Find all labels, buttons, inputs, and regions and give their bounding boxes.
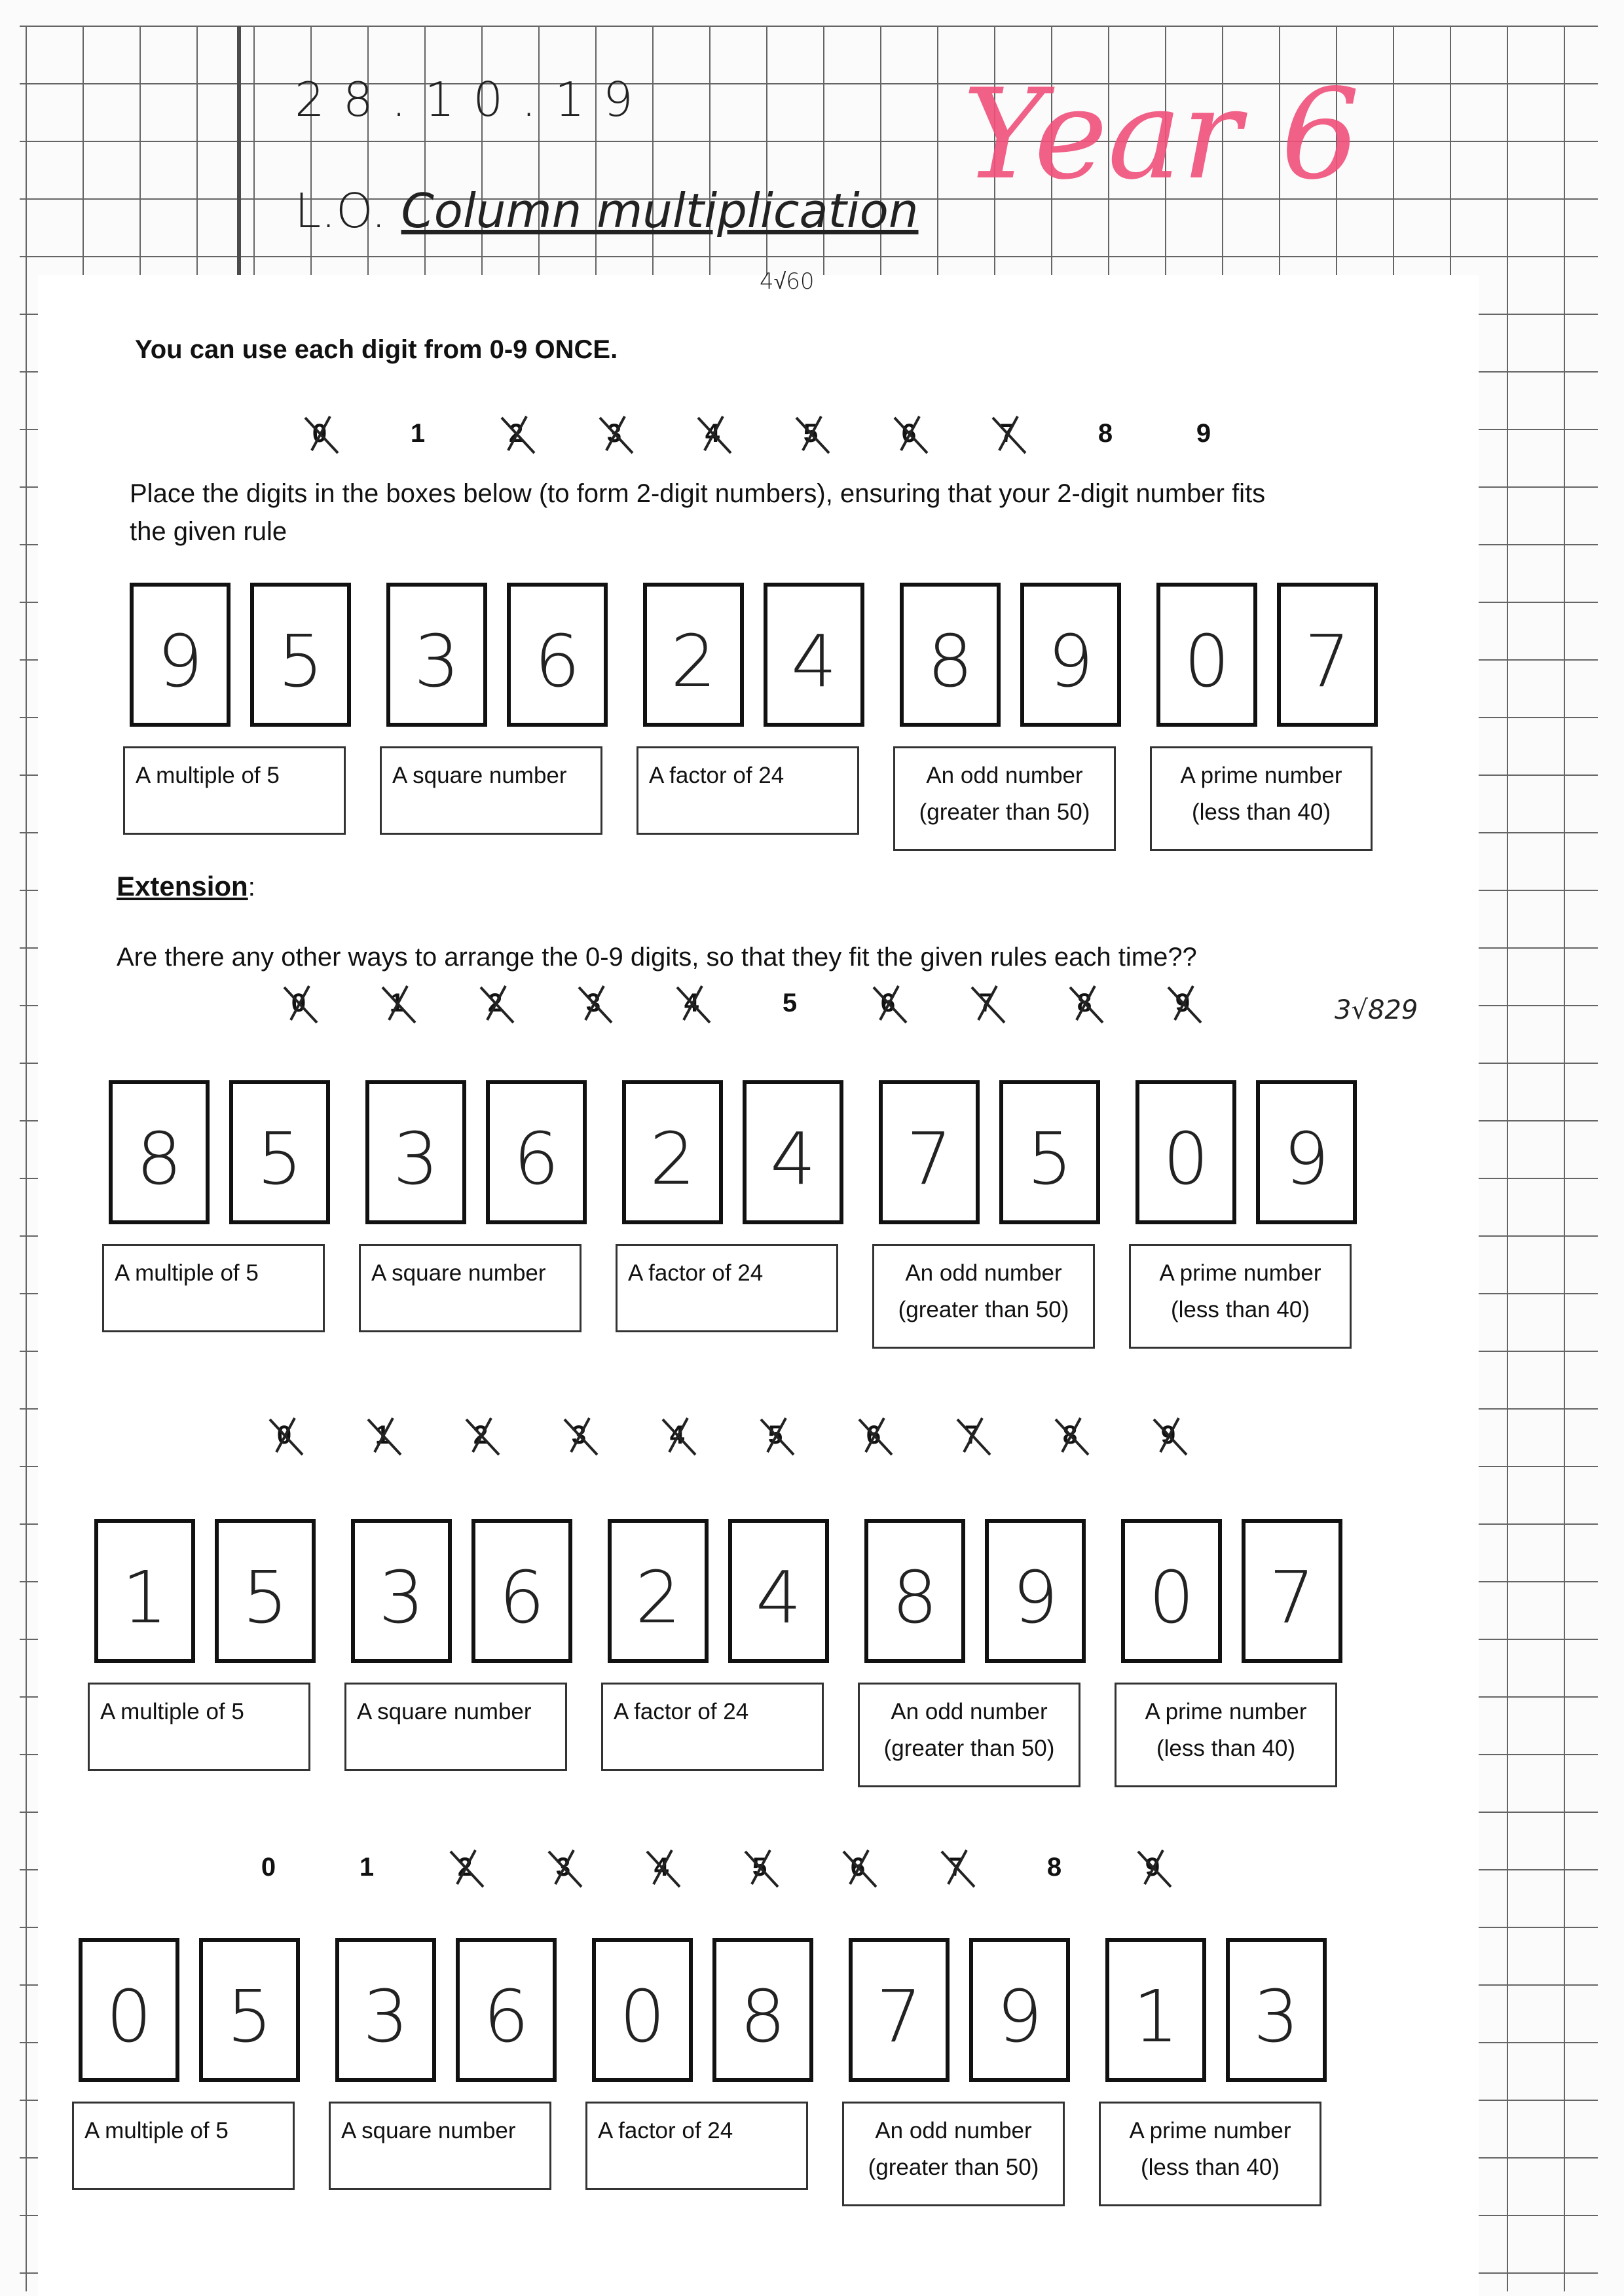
digit-label: 8 bbox=[1062, 1421, 1078, 1449]
digit-label: 9 bbox=[1196, 419, 1211, 448]
rule-label bbox=[893, 746, 1116, 851]
rule-condition: (less than 40) bbox=[1140, 2155, 1280, 2180]
rule-label bbox=[1099, 2102, 1321, 2206]
digit-box[interactable] bbox=[199, 1938, 300, 2082]
digit-label: 3 bbox=[555, 1853, 571, 1882]
handwritten-digit: 8 bbox=[136, 1117, 182, 1201]
digit-2 bbox=[490, 419, 542, 448]
handwritten-digit: 7 bbox=[906, 1117, 952, 1201]
handwritten-digit: 7 bbox=[1269, 1556, 1315, 1639]
digit-box[interactable] bbox=[849, 1938, 950, 2082]
digit-label: 7 bbox=[948, 1853, 964, 1882]
digit-label: 6 bbox=[850, 1853, 866, 1882]
cross-out-mark bbox=[474, 982, 520, 1028]
rule-label bbox=[88, 1683, 310, 1771]
digit-box[interactable] bbox=[712, 1938, 813, 2082]
handwritten-digit: 6 bbox=[534, 619, 580, 703]
digit-2 bbox=[454, 1421, 507, 1450]
handwritten-digit: 4 bbox=[756, 1556, 802, 1639]
extension-margin-calculation: 3√829 bbox=[1335, 995, 1418, 1025]
handwritten-digit: 5 bbox=[257, 1117, 303, 1201]
rule-text: A prime number bbox=[1129, 2118, 1291, 2143]
digit-4 bbox=[665, 989, 718, 1018]
digit-label: 2 bbox=[508, 419, 524, 448]
handwritten-digit: 2 bbox=[671, 619, 716, 703]
digit-0 bbox=[258, 1421, 310, 1450]
digit-label: 8 bbox=[1077, 989, 1092, 1017]
digit-label: 7 bbox=[964, 1421, 980, 1449]
rule-text: A square number bbox=[357, 1699, 532, 1724]
digit-label: 5 bbox=[782, 989, 798, 1017]
digit-box[interactable] bbox=[1121, 1519, 1222, 1663]
digit-5 bbox=[733, 1853, 786, 1882]
digit-box[interactable] bbox=[608, 1519, 709, 1663]
digit-box[interactable] bbox=[743, 1080, 843, 1224]
rule-text: A prime number bbox=[1145, 1699, 1307, 1724]
cross-out-mark bbox=[572, 982, 618, 1028]
digit-box[interactable] bbox=[969, 1938, 1070, 2082]
rule-text: A prime number bbox=[1180, 763, 1342, 788]
rule-condition: (greater than 50) bbox=[919, 799, 1090, 825]
cross-out-mark bbox=[1162, 982, 1208, 1028]
rule-text: A factor of 24 bbox=[649, 763, 784, 788]
cross-out-mark bbox=[888, 412, 934, 458]
handwritten-digit: 8 bbox=[892, 1556, 938, 1639]
digit-1 bbox=[392, 419, 444, 448]
handwritten-digit: 3 bbox=[1253, 1975, 1299, 2058]
lo-text: Column multiplication bbox=[401, 183, 919, 238]
cross-out-mark bbox=[1049, 1414, 1095, 1460]
cross-out-mark bbox=[837, 1846, 883, 1892]
instruction-line2: Place the digits in the boxes below (to form 2-digit numbers), ensuring that your 2-digit number fits bbox=[130, 479, 1266, 508]
date: 28.10.19 bbox=[295, 72, 652, 127]
handwritten-digit: 2 bbox=[650, 1117, 695, 1201]
digit-4 bbox=[635, 1853, 688, 1882]
digit-label: 3 bbox=[606, 419, 622, 448]
handwritten-digit: 5 bbox=[227, 1975, 272, 2058]
cross-out-mark bbox=[671, 982, 716, 1028]
digit-box[interactable] bbox=[1135, 1080, 1236, 1224]
handwritten-digit: 6 bbox=[513, 1117, 559, 1201]
digit-box[interactable] bbox=[1226, 1938, 1327, 2082]
handwritten-digit: 9 bbox=[1283, 1117, 1329, 1201]
digit-label: 5 bbox=[803, 419, 819, 448]
digit-box[interactable] bbox=[471, 1519, 572, 1663]
rule-label bbox=[102, 1244, 325, 1332]
digit-box[interactable] bbox=[456, 1938, 557, 2082]
digit-label: 6 bbox=[866, 1421, 881, 1449]
digit-8 bbox=[1028, 1853, 1080, 1882]
cross-out-mark bbox=[790, 412, 836, 458]
digit-2 bbox=[439, 1853, 491, 1882]
digit-box[interactable] bbox=[728, 1519, 829, 1663]
digit-box[interactable] bbox=[1156, 583, 1257, 727]
digit-label: 1 bbox=[410, 419, 426, 448]
handwritten-digit: 4 bbox=[791, 619, 837, 703]
handwritten-digit: 3 bbox=[414, 619, 460, 703]
digit-label: 4 bbox=[654, 1853, 669, 1882]
digit-3 bbox=[553, 1421, 605, 1450]
digit-7 bbox=[981, 419, 1033, 448]
digit-label: 4 bbox=[669, 1421, 685, 1449]
rule-label bbox=[359, 1244, 581, 1332]
digit-label: 5 bbox=[752, 1853, 767, 1882]
cross-out-mark bbox=[640, 1846, 686, 1892]
digit-label: 4 bbox=[684, 989, 699, 1017]
rule-label bbox=[616, 1244, 838, 1332]
rule-label bbox=[380, 746, 602, 835]
extension-question: Are there any other ways to arrange the 0-9 digits, so that they fit the given rules each time?? bbox=[117, 943, 1197, 972]
digit-8 bbox=[1044, 1421, 1096, 1450]
digit-box[interactable] bbox=[999, 1080, 1100, 1224]
digit-3 bbox=[588, 419, 640, 448]
cross-out-mark bbox=[867, 982, 913, 1028]
digit-3 bbox=[567, 989, 619, 1018]
digit-box[interactable] bbox=[79, 1938, 179, 2082]
digit-box[interactable] bbox=[507, 583, 608, 727]
cross-out-mark bbox=[542, 1846, 588, 1892]
digit-5 bbox=[784, 419, 837, 448]
rule-condition: (greater than 50) bbox=[883, 1736, 1055, 1761]
year-label: Year 6 bbox=[963, 62, 1360, 207]
digit-9 bbox=[1142, 1421, 1194, 1450]
digit-label: 1 bbox=[375, 1421, 390, 1449]
cross-out-mark bbox=[935, 1846, 981, 1892]
handwritten-digit: 4 bbox=[770, 1117, 816, 1201]
extension-heading: Extension: bbox=[117, 871, 255, 902]
digit-6 bbox=[862, 989, 914, 1018]
digit-1 bbox=[371, 989, 423, 1018]
digit-label: 9 bbox=[1175, 989, 1190, 1017]
digit-box[interactable] bbox=[592, 1938, 693, 2082]
digit-label: 9 bbox=[1160, 1421, 1176, 1449]
handwritten-digit: 1 bbox=[1133, 1975, 1179, 2058]
handwritten-digit: 9 bbox=[1012, 1556, 1058, 1639]
digit-box[interactable] bbox=[215, 1519, 316, 1663]
handwritten-digit: 0 bbox=[619, 1975, 665, 2058]
rule-text: An odd number bbox=[891, 1699, 1048, 1724]
handwritten-digit: 6 bbox=[499, 1556, 545, 1639]
digit-label: 8 bbox=[1046, 1853, 1062, 1882]
digit-8 bbox=[1058, 989, 1111, 1018]
handwritten-digit: 7 bbox=[876, 1975, 922, 2058]
digit-box[interactable] bbox=[250, 583, 351, 727]
digit-box[interactable] bbox=[365, 1080, 466, 1224]
cross-out-mark bbox=[460, 1414, 506, 1460]
handwritten-digit: 7 bbox=[1304, 619, 1350, 703]
digit-label: 6 bbox=[901, 419, 917, 448]
cross-out-mark bbox=[965, 982, 1011, 1028]
digit-label: 1 bbox=[359, 1853, 375, 1882]
rule-text: A multiple of 5 bbox=[100, 1699, 244, 1724]
digit-7 bbox=[930, 1853, 982, 1882]
digit-box[interactable] bbox=[1020, 583, 1121, 727]
handwritten-digit: 2 bbox=[635, 1556, 681, 1639]
digit-box[interactable] bbox=[94, 1519, 195, 1663]
digit-1 bbox=[341, 1853, 393, 1882]
digit-label: 2 bbox=[457, 1853, 473, 1882]
cross-out-mark bbox=[1132, 1846, 1177, 1892]
digit-label: 7 bbox=[999, 419, 1015, 448]
digit-label: 8 bbox=[1098, 419, 1113, 448]
digit-7 bbox=[960, 989, 1012, 1018]
worksheet bbox=[38, 268, 1479, 2296]
cross-out-mark bbox=[754, 1414, 800, 1460]
digit-box[interactable] bbox=[335, 1938, 436, 2082]
rule-text: A factor of 24 bbox=[598, 2118, 733, 2143]
digit-label: 5 bbox=[767, 1421, 783, 1449]
rule-label bbox=[72, 2102, 295, 2190]
cross-out-mark bbox=[278, 982, 323, 1028]
rule-label bbox=[637, 746, 859, 835]
rule-label bbox=[344, 1683, 567, 1771]
rule-label bbox=[1115, 1683, 1337, 1787]
instruction-line3: the given rule bbox=[130, 517, 287, 546]
digit-box[interactable] bbox=[985, 1519, 1086, 1663]
digit-label: 4 bbox=[705, 419, 720, 448]
digit-label: 0 bbox=[291, 989, 306, 1017]
learning-objective bbox=[295, 183, 919, 238]
cross-out-mark bbox=[299, 412, 344, 458]
cross-out-mark bbox=[263, 1414, 309, 1460]
digit-6 bbox=[847, 1421, 900, 1450]
digit-label: 1 bbox=[389, 989, 405, 1017]
digit-box[interactable] bbox=[900, 583, 1001, 727]
digit-4 bbox=[651, 1421, 703, 1450]
digit-5 bbox=[764, 989, 816, 1018]
cross-out-mark bbox=[495, 412, 541, 458]
digit-label: 2 bbox=[487, 989, 503, 1017]
cross-out-mark bbox=[986, 412, 1032, 458]
handwritten-digit: 8 bbox=[740, 1975, 786, 2058]
rule-text: A multiple of 5 bbox=[136, 763, 280, 788]
digit-label: 7 bbox=[978, 989, 994, 1017]
digit-box[interactable] bbox=[486, 1080, 587, 1224]
digit-9 bbox=[1156, 989, 1209, 1018]
rule-condition: (greater than 50) bbox=[898, 1297, 1069, 1322]
handwritten-digit: 1 bbox=[122, 1556, 168, 1639]
digit-3 bbox=[537, 1853, 589, 1882]
handwritten-digit: 9 bbox=[157, 619, 203, 703]
cross-out-mark bbox=[558, 1414, 604, 1460]
rule-label bbox=[329, 2102, 551, 2190]
cross-out-mark bbox=[361, 1414, 407, 1460]
digit-label: 2 bbox=[473, 1421, 489, 1449]
rule-text: An odd number bbox=[926, 763, 1083, 788]
rule-text: An odd number bbox=[875, 2118, 1032, 2143]
rule-condition: (less than 40) bbox=[1191, 799, 1331, 825]
rule-label bbox=[872, 1244, 1095, 1349]
digit-box[interactable] bbox=[1277, 583, 1378, 727]
rule-label bbox=[585, 2102, 808, 2190]
digit-0 bbox=[272, 989, 325, 1018]
digit-2 bbox=[469, 989, 521, 1018]
digit-8 bbox=[1079, 419, 1132, 448]
rule-condition: (less than 40) bbox=[1156, 1736, 1296, 1761]
digit-box[interactable] bbox=[386, 583, 487, 727]
digit-4 bbox=[686, 419, 739, 448]
handwritten-digit: 5 bbox=[278, 619, 323, 703]
rule-text: An odd number bbox=[905, 1260, 1062, 1286]
digit-6 bbox=[883, 419, 935, 448]
cross-out-mark bbox=[951, 1414, 997, 1460]
digit-box[interactable] bbox=[864, 1519, 965, 1663]
digit-box[interactable] bbox=[622, 1080, 723, 1224]
digit-label: 6 bbox=[880, 989, 896, 1017]
digit-box[interactable] bbox=[764, 583, 864, 727]
digit-label: 3 bbox=[585, 989, 601, 1017]
handwritten-digit: 0 bbox=[1184, 619, 1230, 703]
rule-label bbox=[842, 2102, 1065, 2206]
rule-label bbox=[858, 1683, 1080, 1787]
rule-text: A square number bbox=[371, 1260, 546, 1286]
cross-out-mark bbox=[692, 412, 737, 458]
digit-box[interactable] bbox=[879, 1080, 980, 1224]
handwritten-digit: 8 bbox=[927, 619, 973, 703]
digit-label: 0 bbox=[312, 419, 327, 448]
handwritten-digit: 5 bbox=[1027, 1117, 1073, 1201]
digit-6 bbox=[832, 1853, 884, 1882]
cross-out-mark bbox=[376, 982, 422, 1028]
handwritten-digit: 3 bbox=[393, 1117, 439, 1201]
digit-9 bbox=[1126, 1853, 1179, 1882]
digit-9 bbox=[1177, 419, 1230, 448]
rule-text: A multiple of 5 bbox=[115, 1260, 259, 1286]
rule-label bbox=[123, 746, 346, 835]
handwritten-digit: 3 bbox=[363, 1975, 409, 2058]
cross-out-mark bbox=[1063, 982, 1109, 1028]
digit-box[interactable] bbox=[130, 583, 231, 727]
handwritten-digit: 0 bbox=[106, 1975, 152, 2058]
digit-1 bbox=[356, 1421, 409, 1450]
rule-label bbox=[601, 1683, 824, 1771]
handwritten-digit: 9 bbox=[997, 1975, 1043, 2058]
cross-out-mark bbox=[853, 1414, 898, 1460]
handwritten-digit: 5 bbox=[242, 1556, 288, 1639]
digit-0 bbox=[242, 1853, 295, 1882]
lo-prefix: L.O. bbox=[295, 183, 386, 238]
handwritten-digit: 0 bbox=[1149, 1556, 1194, 1639]
digit-box[interactable] bbox=[1105, 1938, 1206, 2082]
digit-5 bbox=[749, 1421, 802, 1450]
digit-box[interactable] bbox=[1256, 1080, 1357, 1224]
rule-text: A factor of 24 bbox=[614, 1699, 749, 1724]
rule-text: A square number bbox=[392, 763, 567, 788]
cross-out-mark bbox=[1147, 1414, 1193, 1460]
rule-text: A factor of 24 bbox=[628, 1260, 764, 1286]
digit-label: 9 bbox=[1145, 1853, 1160, 1882]
handwritten-digit: 3 bbox=[378, 1556, 424, 1639]
cross-out-mark bbox=[739, 1846, 784, 1892]
handwritten-digit: 0 bbox=[1163, 1117, 1209, 1201]
cross-out-mark bbox=[656, 1414, 702, 1460]
instruction-digits: You can use each digit from 0-9 ONCE. bbox=[135, 335, 618, 364]
digit-0 bbox=[293, 419, 346, 448]
handwritten-digit: 9 bbox=[1048, 619, 1094, 703]
digit-box[interactable] bbox=[229, 1080, 330, 1224]
rule-label bbox=[1150, 746, 1373, 851]
rule-condition: (less than 40) bbox=[1170, 1297, 1310, 1322]
digit-7 bbox=[946, 1421, 998, 1450]
cross-out-mark bbox=[593, 412, 639, 458]
digit-label: 3 bbox=[571, 1421, 587, 1449]
digit-box[interactable] bbox=[351, 1519, 452, 1663]
digit-box[interactable] bbox=[1242, 1519, 1342, 1663]
rule-text: A prime number bbox=[1159, 1260, 1321, 1286]
digit-label: 0 bbox=[261, 1853, 276, 1882]
digit-box[interactable] bbox=[109, 1080, 210, 1224]
rule-label bbox=[1129, 1244, 1352, 1349]
rule-text: A multiple of 5 bbox=[84, 2118, 229, 2143]
digit-box[interactable] bbox=[643, 583, 744, 727]
cross-out-mark bbox=[444, 1846, 490, 1892]
margin-calculation: 4√60 bbox=[760, 268, 815, 295]
rule-text: A square number bbox=[341, 2118, 516, 2143]
handwritten-digit: 6 bbox=[483, 1975, 529, 2058]
rule-condition: (greater than 50) bbox=[868, 2155, 1039, 2180]
digit-label: 0 bbox=[276, 1421, 292, 1449]
